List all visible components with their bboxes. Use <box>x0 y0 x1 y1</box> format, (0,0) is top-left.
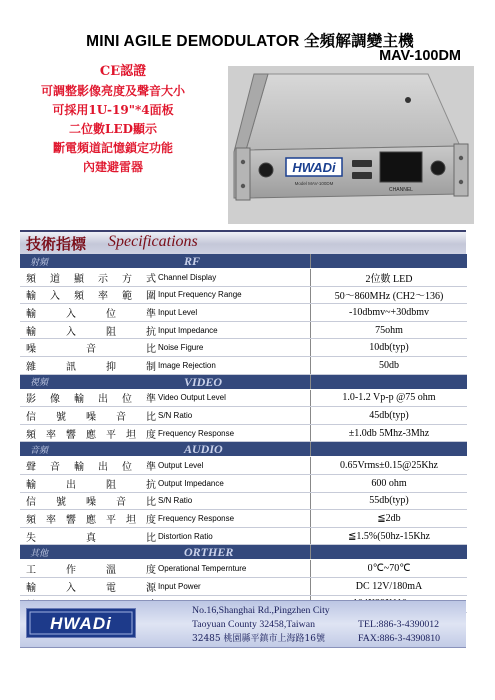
feature-item: 內建避雷器 <box>82 160 143 174</box>
spec-row <box>20 560 467 578</box>
spec-row <box>20 339 467 357</box>
spec-value: 0℃~70℃ <box>311 560 468 578</box>
spec-value: DC 12V/180mA <box>311 577 468 595</box>
spec-label-en: Input Level <box>158 307 198 317</box>
spec-label-zh-text: 工 作 溫 度 <box>26 565 156 577</box>
section-title-zh: 音頻 <box>30 445 49 456</box>
specifications-header <box>20 230 466 254</box>
company-address <box>192 604 330 646</box>
spec-value: ≦1.5%(50hz-15Khz <box>311 527 468 545</box>
spec-row <box>20 304 467 322</box>
spec-label-zh <box>20 561 156 576</box>
spec-row <box>20 356 467 374</box>
section-title-zh: 其他 <box>30 548 49 559</box>
specifications-title-zh: 技術指標 <box>26 235 87 253</box>
spec-label-en: Image Rejection <box>158 360 216 370</box>
fax: FAX:886-3-4390810 <box>358 633 441 644</box>
company-contact <box>358 618 440 646</box>
model-number: MAV-100DM <box>379 48 461 64</box>
spec-label-zh-text: 信 號 噪 音 比 <box>26 411 156 423</box>
spec-label-en: Input Impedance <box>158 325 218 335</box>
spec-label-zh <box>20 426 156 441</box>
spec-label-zh-text: 輸 出 阻 抗 <box>26 479 156 491</box>
spec-label-en: Video Output Level <box>158 393 226 403</box>
spec-row <box>20 321 467 339</box>
company-logo-text: HWADi <box>50 614 112 633</box>
spec-row <box>20 424 467 442</box>
spec-label-zh-text: 頻 率 響 應 平 坦 度 <box>26 514 156 526</box>
spec-label-zh <box>20 476 156 491</box>
spec-section-band <box>20 254 467 269</box>
spec-label-en: Output Level <box>158 461 204 471</box>
spec-row <box>20 492 467 510</box>
spec-section-band <box>20 545 467 560</box>
spec-value: ≦2db <box>311 510 468 528</box>
spec-label-en: Input Frequency Range <box>158 290 242 300</box>
spec-label-zh <box>20 408 156 423</box>
spec-row <box>20 286 467 304</box>
spec-label-zh-text: 輸 入 阻 抗 <box>26 326 156 338</box>
spec-label-en: S/N Ratio <box>158 410 193 420</box>
ce-certification: CE認證 <box>99 64 147 79</box>
spec-label-en: Operational Tempernture <box>158 564 247 574</box>
section-title-zh: 射頻 <box>30 257 49 268</box>
spec-value: 1.0-1.2 Vp-p @75 ohm <box>311 389 468 407</box>
spec-label-zh <box>20 390 156 405</box>
spec-row <box>20 577 467 595</box>
telephone: TEL:886-3-4390012 <box>358 619 440 630</box>
spec-value: 45db(typ) <box>311 407 468 425</box>
spec-label-zh <box>20 270 156 285</box>
spec-label-zh <box>20 579 156 594</box>
spec-label-zh-text: 失 真 比 <box>26 532 156 544</box>
spec-section-band <box>20 374 467 389</box>
spec-row <box>20 389 467 407</box>
section-title-en: RF <box>184 254 201 268</box>
spec-value: 10db(typ) <box>311 339 468 357</box>
spec-label-zh-text: 聲 音 輸 出 位 準 <box>26 462 156 474</box>
section-title-en: AUDIO <box>184 442 223 457</box>
specifications-table <box>20 254 467 613</box>
device-logo-text: HWADi <box>292 160 336 175</box>
address-line: No.16,Shanghai Rd.,Pingzhen City <box>192 605 330 616</box>
spec-label-zh-text: 噪 音 比 <box>26 344 156 356</box>
company-logo <box>26 608 136 638</box>
spec-label-zh <box>20 323 156 338</box>
spec-row <box>20 510 467 528</box>
spec-value: 50db <box>311 356 468 374</box>
spec-label-en: Output Impedance <box>158 478 224 488</box>
spec-label-zh <box>20 287 156 302</box>
spec-value: 600 ohm <box>311 474 468 492</box>
feature-item: 可調整影像亮度及聲音大小 <box>40 84 185 98</box>
company-footer <box>20 600 466 648</box>
spec-label-en: Noise Figure <box>158 343 204 353</box>
spec-label-en: Frequency Response <box>158 428 235 438</box>
spec-label-zh-text: 輸 入 電 源 <box>26 582 156 594</box>
spec-label-zh <box>20 358 156 373</box>
spec-value: 0.65Vrms±0.15@25Khz <box>311 457 468 475</box>
spec-label-zh-text: 頻 率 響 應 平 坦 度 <box>26 429 156 441</box>
channel-label: CHANNEL <box>389 187 413 193</box>
product-photo <box>228 66 474 224</box>
spec-label-en: Channel Display <box>158 272 217 282</box>
document-title: MINI AGILE DEMODULATOR 全頻解調變主機 <box>86 33 414 50</box>
section-title-zh: 視頻 <box>30 378 49 389</box>
section-title-en: ORTHER <box>184 545 234 560</box>
spec-row <box>20 457 467 475</box>
feature-item: 二位數LED顯示 <box>69 122 157 136</box>
spec-label-en: Frequency Response <box>158 513 235 523</box>
spec-label-zh-text: 輸 入 位 準 <box>26 308 156 320</box>
spec-row <box>20 407 467 425</box>
address-line: 32485 桃園縣平鎮市上海路16號 <box>192 634 325 644</box>
section-band-fill <box>311 254 468 269</box>
address-line: Taoyuan County 32458,Taiwan <box>192 619 315 630</box>
spec-label-zh <box>20 340 156 355</box>
spec-label-zh-text: 雜 訊 抑 制 <box>26 361 156 373</box>
spec-label-zh <box>20 511 156 526</box>
spec-value: -10dbmv~+30dbmv <box>311 304 468 322</box>
spec-label-zh <box>20 529 156 544</box>
spec-row <box>20 474 467 492</box>
spec-row <box>20 527 467 545</box>
specifications-title-en: Specifications <box>108 233 198 250</box>
spec-value: 50～860MHz (CH2～136) <box>311 286 468 304</box>
spec-value: 2位數 LED <box>311 269 468 287</box>
feature-item: 可採用1U-19"*4面板 <box>52 103 174 117</box>
spec-label-zh <box>20 458 156 473</box>
spec-value: ±1.0db 5Mhz-3Mhz <box>311 424 468 442</box>
spec-label-zh <box>20 305 156 320</box>
spec-label-en: Input Power <box>158 581 201 591</box>
demodulator-device-image <box>228 66 474 224</box>
feature-list <box>0 62 226 177</box>
section-band-fill <box>311 442 468 457</box>
spec-section-band <box>20 442 467 457</box>
spec-label-zh-text: 信 號 噪 音 比 <box>26 497 156 509</box>
spec-label-zh-text: 影 像 輸 出 位 準 <box>26 394 156 406</box>
spec-label-zh-text: 輸 入 頻 率 範 圍 <box>26 291 156 303</box>
spec-label-en: S/N Ratio <box>158 496 193 506</box>
spec-label-zh <box>20 493 156 508</box>
spec-label-zh-text: 頻 道 顯 示 方 式 <box>26 273 156 285</box>
spec-label-en: Distortion Ratio <box>158 531 213 541</box>
feature-item: 斷電頻道記憶鎖定功能 <box>52 141 173 155</box>
spec-value: 55db(typ) <box>311 492 468 510</box>
section-band-fill <box>311 374 468 389</box>
section-title-en: VIDEO <box>184 374 223 389</box>
device-model-text: Model MAV-100DM <box>294 181 334 186</box>
spec-value: 75ohm <box>311 321 468 339</box>
spec-row <box>20 269 467 287</box>
section-band-fill <box>311 545 468 560</box>
